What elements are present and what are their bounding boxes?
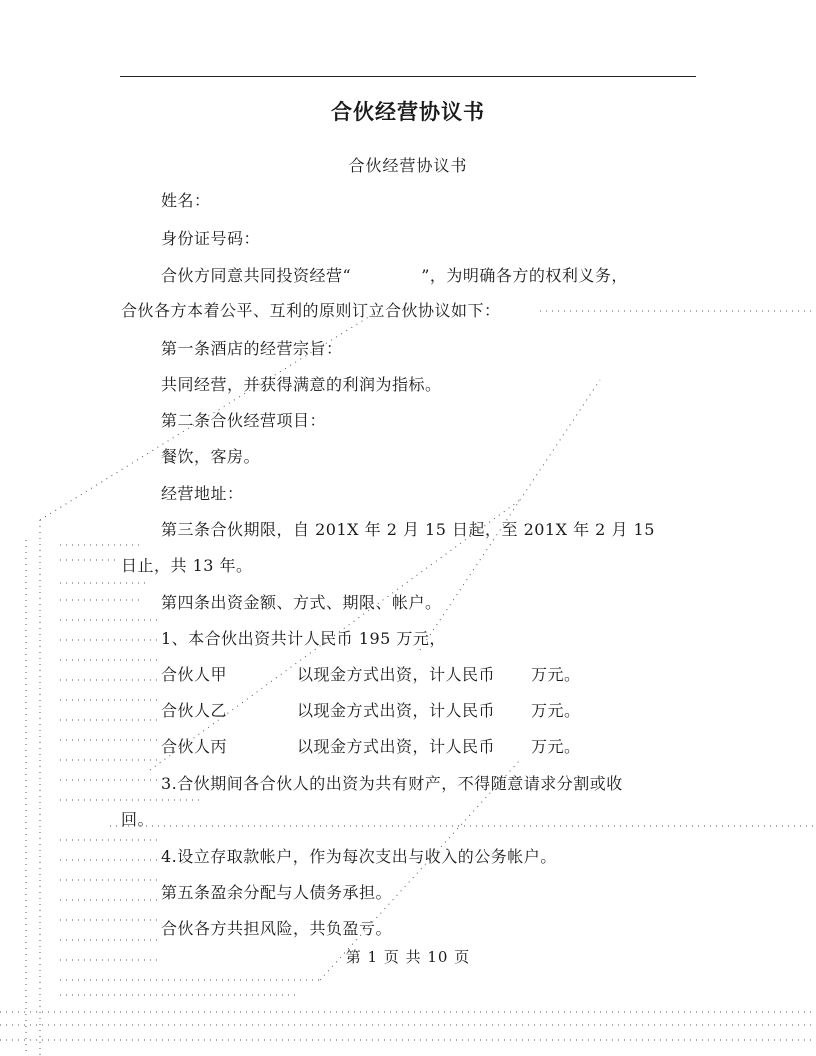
article-3-line-1: 第三条合伙期限，自 201X 年 2 月 15 日起，至 201X 年 2 月 15 bbox=[161, 520, 655, 539]
intro-paragraph-line-2: 合伙各方本着公平、互利的原则订立合伙协议如下： bbox=[121, 301, 501, 320]
article-3-line-2: 日止，共 13 年。 bbox=[121, 556, 253, 575]
article-4-item-1: 1、本合伙出资共计人民币 195 万元， bbox=[161, 629, 446, 648]
intro-paragraph-line-1 bbox=[161, 263, 628, 286]
page-number-footer: 第 1 页 共 10 页 bbox=[345, 948, 471, 966]
partner-c-row bbox=[161, 734, 581, 757]
partner-a-row bbox=[161, 662, 581, 685]
intro-text-a: 合伙方同意共同投资经营“ bbox=[161, 266, 352, 285]
article-5-title: 第五条盈余分配与人债务承担。 bbox=[161, 883, 393, 902]
partner-b-unit: 万元。 bbox=[531, 701, 581, 720]
partner-b-text: 以现金方式出资，计人民币 bbox=[297, 701, 496, 720]
article-2-body: 餐饮，客房。 bbox=[161, 447, 261, 466]
name-field-label: 姓名： bbox=[161, 191, 211, 210]
article-1-body: 共同经营，并获得满意的利润为指标。 bbox=[161, 375, 442, 394]
article-4-item-4: 4.设立存取款帐户，作为每次支出与收入的公务帐户。 bbox=[161, 847, 557, 866]
partner-c-text: 以现金方式出资，计人民币 bbox=[297, 737, 496, 756]
article-2-title: 第二条合伙经营项目： bbox=[161, 411, 327, 430]
intro-text-b: ”，为明确各方的权利义务， bbox=[421, 266, 628, 285]
partner-c-name: 合伙人丙 bbox=[161, 737, 228, 756]
partner-a-text: 以现金方式出资，计人民币 bbox=[297, 665, 496, 684]
article-1-title: 第一条酒店的经营宗旨： bbox=[161, 339, 343, 358]
business-address-label: 经营地址： bbox=[161, 484, 244, 503]
partner-b-name: 合伙人乙 bbox=[161, 701, 228, 720]
id-number-field-label: 身份证号码： bbox=[161, 229, 261, 248]
article-4-title: 第四条出资金额、方式、期限、帐户。 bbox=[161, 593, 442, 612]
article-4-item-3-line-2: 回。 bbox=[121, 810, 155, 829]
document-subtitle: 合伙经营协议书 bbox=[348, 156, 468, 175]
article-5-body: 合伙各方共担风险，共负盈亏。 bbox=[161, 919, 393, 938]
document-title: 合伙经营协议书 bbox=[331, 99, 485, 124]
article-4-item-3-line-1: 3.合伙期间各合伙人的出资为共有财产，不得随意请求分割或收 bbox=[161, 774, 623, 793]
partner-a-unit: 万元。 bbox=[531, 665, 581, 684]
partner-c-unit: 万元。 bbox=[531, 737, 581, 756]
partner-a-name: 合伙人甲 bbox=[161, 665, 228, 684]
partner-b-row bbox=[161, 698, 581, 721]
